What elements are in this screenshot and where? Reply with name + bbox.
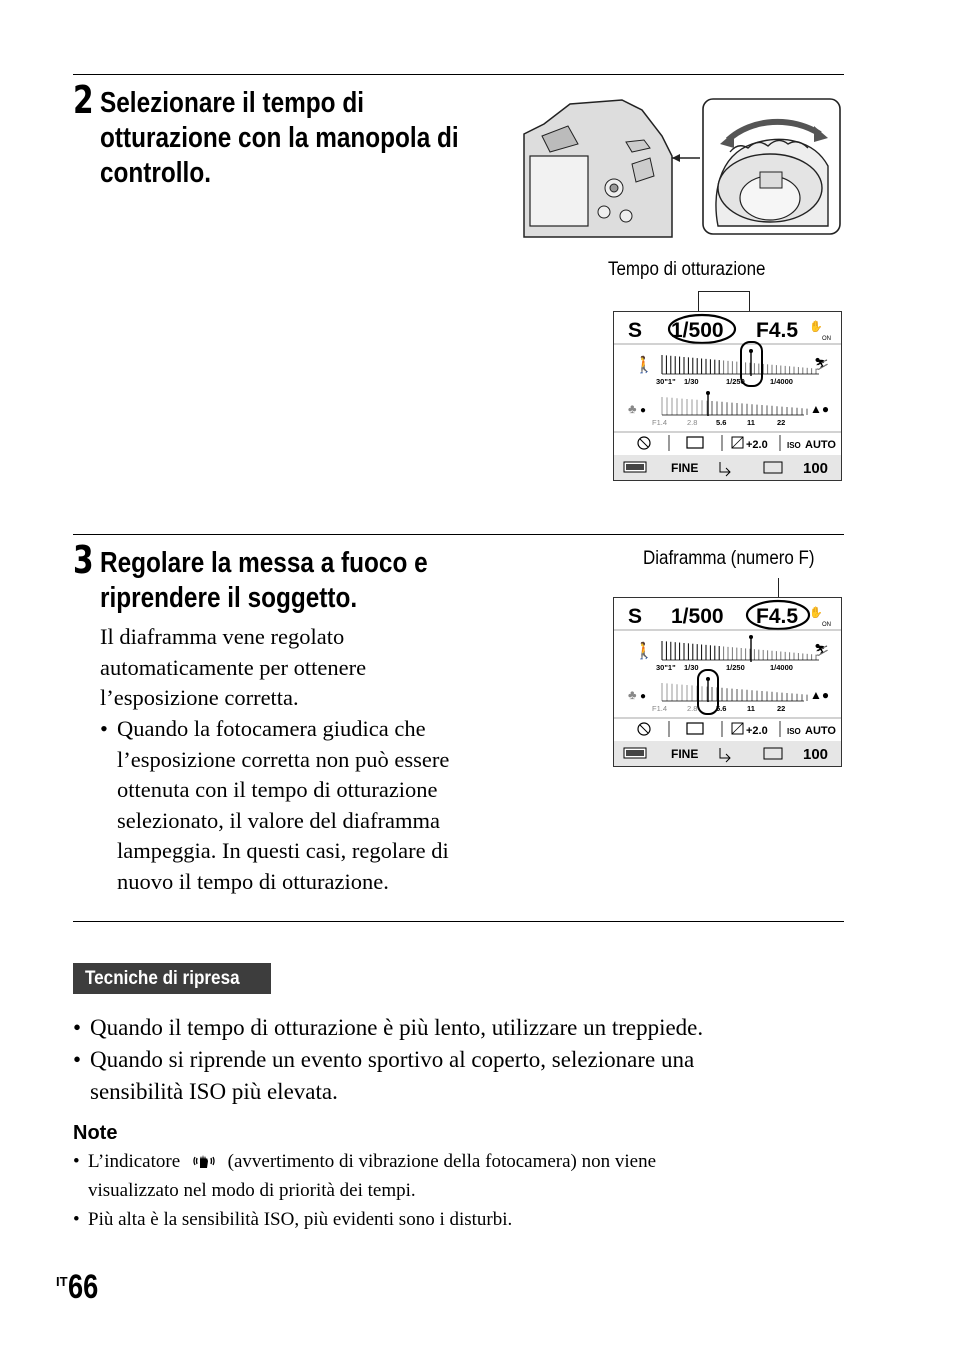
landscape-icon: ▲● (810, 688, 830, 702)
lcd-aperture-value: F4.5 (756, 319, 799, 342)
technique-text: Quando si riprende un evento sportivo al coperto, selezionare una (90, 1047, 695, 1072)
step-3-rule (73, 534, 844, 535)
iso-value: AUTO (805, 439, 836, 451)
aperture-scale-label: 22 (777, 418, 786, 427)
portrait-bg-icon: ♣ (628, 401, 637, 416)
step-2-title-line: controllo. (100, 157, 211, 189)
shots-remaining: 100 (803, 460, 829, 477)
lcd-shutter-value: 1/500 (671, 319, 724, 342)
portrait-icon: ● (640, 691, 647, 702)
aperture-scale-label: 22 (777, 704, 786, 713)
shutter-scale-label: 1/250 (726, 377, 745, 386)
bullet-line: ottenuta con il tempo di otturazione (117, 777, 438, 802)
shutter-scale-label: 1/4000 (770, 663, 793, 672)
notes-heading: Note (73, 1122, 118, 1144)
aperture-scale-bars (662, 677, 807, 702)
iso-label: ISO (787, 727, 801, 736)
bullet-mark: • (73, 1151, 80, 1172)
shutter-scale-label: 1/4000 (770, 377, 793, 386)
bullet-line: lampeggia. In questi casi, regolare di (117, 838, 449, 863)
bullet-mark: • (100, 716, 108, 741)
shutter-scale-label: 30"1" (656, 377, 676, 386)
bullet-line: Quando la fotocamera giudica che (117, 716, 426, 741)
shots-remaining: 100 (803, 746, 829, 763)
quality-value: FINE (671, 747, 699, 761)
steadyshot-on-label: ON (822, 336, 831, 342)
step-2-title-line: otturazione con la manopola di (100, 122, 459, 154)
shutter-scale-bars (662, 635, 819, 662)
body-line: automaticamente per ottenere (100, 654, 367, 680)
exposure-comp-value: +2.0 (746, 439, 768, 451)
step-2-number: 2 (73, 78, 94, 122)
bullet-line: nuovo il tempo di otturazione. (117, 868, 389, 894)
page-number (56, 1268, 105, 1307)
aperture-scale-label: 5.6 (716, 704, 727, 713)
top-rule (73, 74, 844, 75)
lcd-screen-shutter (613, 311, 842, 481)
step-3-body (100, 622, 500, 714)
step-2-title-line: Selezionare il tempo di (100, 87, 364, 119)
step-3-title-line: Regolare la messa a fuoco e (100, 547, 428, 579)
landscape-icon: ▲● (810, 402, 830, 416)
technique-bullet (73, 1044, 793, 1108)
aperture-scale-label: 5.6 (716, 418, 727, 427)
page-num: 66 (67, 1268, 98, 1306)
bullet-line: l’esposizione corretta non può essere (117, 746, 450, 772)
aperture-scale-label: 11 (747, 704, 755, 713)
exposure-comp-value: +2.0 (746, 725, 768, 737)
step-3-title-line: riprendere il soggetto. (100, 582, 358, 614)
portrait-icon: ● (640, 405, 647, 416)
lcd-mode: S (628, 605, 643, 628)
caption-leader (698, 291, 750, 303)
camera-shake-icon (191, 1153, 217, 1169)
technique-text: Quando il tempo di otturazione è più lento, utilizzare un treppiede. (90, 1015, 704, 1040)
steadyshot-on-label: ON (822, 622, 831, 628)
portrait-bg-icon: ♣ (628, 687, 637, 702)
note-item (73, 1147, 773, 1205)
steadyshot-hand-icon: ✋ (809, 607, 823, 619)
step-3-bullet (100, 714, 500, 897)
aperture-caption: Diaframma (numero F) (643, 547, 815, 569)
shutter-scale-label: 1/30 (684, 377, 699, 386)
caption-leader-stem (698, 291, 699, 313)
bullet-line: selezionato, il valore del diaframma (117, 807, 440, 833)
body-line: Il diaframma vene regolato (100, 624, 345, 649)
techniques-label-text: Tecniche di ripresa (85, 968, 240, 989)
body-line: l’esposizione corretta. (100, 685, 299, 710)
step-2-title (100, 86, 459, 191)
sport-icon: ⛷ (814, 643, 830, 657)
steadyshot-hand-icon: ✋ (809, 321, 823, 333)
note-item (73, 1205, 773, 1234)
shutter-scale-label: 1/30 (684, 663, 699, 672)
aperture-scale-label: 11 (747, 418, 755, 427)
section-rule (73, 921, 844, 922)
note-text: L’indicatore (88, 1151, 181, 1172)
camera-dial-illustration (522, 96, 844, 238)
page-lang: IT (56, 1274, 68, 1289)
quality-value: FINE (671, 461, 699, 475)
drive-single-icon (687, 723, 703, 734)
note-text: Più alta è la sensibilità ISO, più evidenti sono i disturbi. (88, 1209, 513, 1230)
aperture-scale-label: F1.4 (652, 418, 668, 427)
lcd-screen-aperture (613, 597, 842, 767)
step-3-number: 3 (73, 538, 94, 582)
aperture-scale-bars (662, 391, 807, 416)
aperture-scale-label: 2.8 (687, 418, 698, 427)
sport-icon: ⛷ (814, 357, 830, 371)
drive-single-icon (687, 437, 703, 448)
bullet-mark: • (73, 1209, 80, 1230)
lcd-aperture-value: F4.5 (756, 605, 799, 628)
technique-bullet (73, 1012, 793, 1044)
note-text: (avvertimento di vibrazione della fotocamera) non viene (227, 1151, 657, 1172)
person-icon: 🚶 (634, 357, 654, 374)
step-3-title (100, 546, 428, 616)
bullet-mark: • (73, 1015, 82, 1040)
person-icon: 🚶 (634, 643, 654, 660)
note-text: visualizzato nel modo di priorità dei tempi. (88, 1180, 416, 1201)
iso-label: ISO (787, 441, 801, 450)
aperture-scale-label: F1.4 (652, 704, 668, 713)
aperture-scale-label: 2.8 (687, 704, 698, 713)
shutter-scale-label: 30"1" (656, 663, 676, 672)
bullet-mark: • (73, 1047, 82, 1072)
iso-value: AUTO (805, 725, 836, 737)
shutter-speed-caption: Tempo di otturazione (608, 258, 766, 280)
lcd-shutter-value: 1/500 (671, 605, 724, 628)
shutter-scale-label: 1/250 (726, 663, 745, 672)
techniques-label (73, 963, 271, 994)
lcd-mode: S (628, 319, 643, 342)
technique-text: sensibilità ISO più elevata. (90, 1079, 338, 1104)
